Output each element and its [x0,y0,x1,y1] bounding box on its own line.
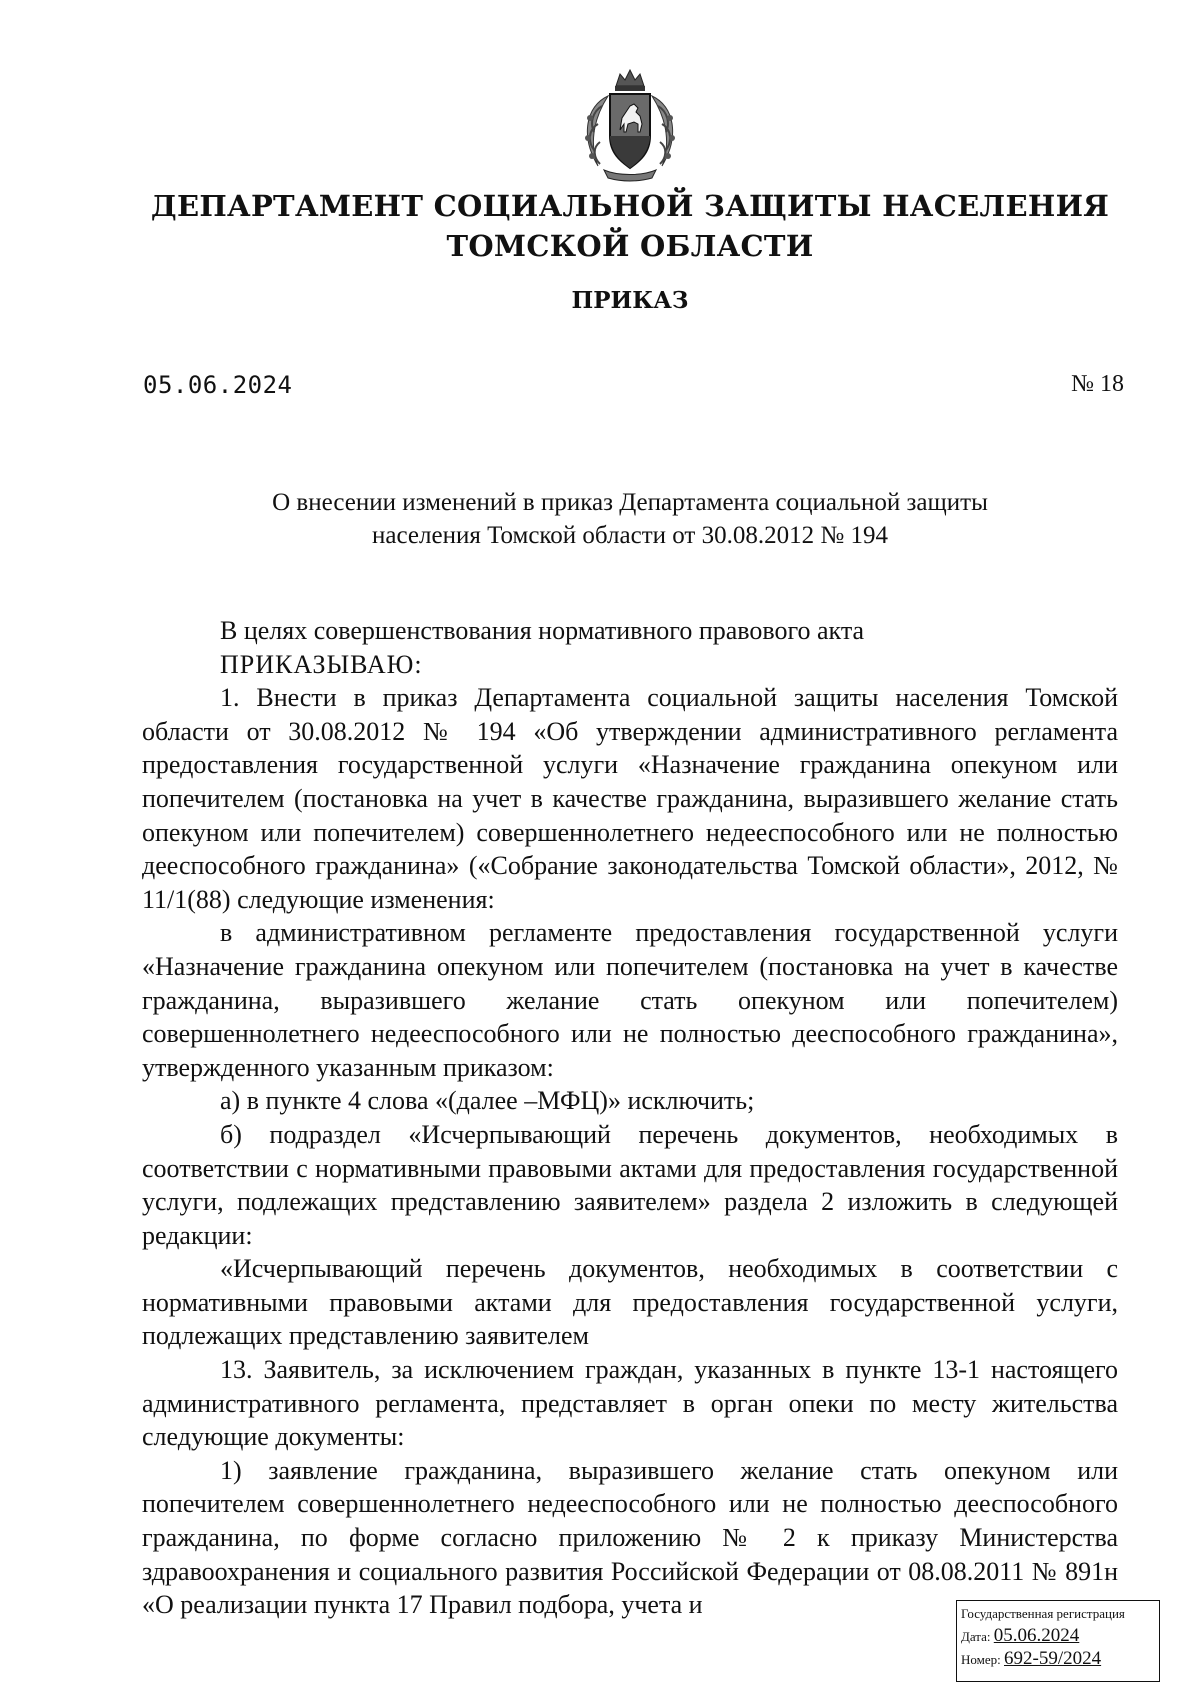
order-body [142,614,1118,1622]
stamp-number-label: Номер: [961,1652,1001,1667]
stamp-number-row [961,1648,1155,1671]
paragraph-7: 1) заявление гражданина, выразившего желание стать опекуном или попечителем совершеннолетнего недееспособного или не полностью дееспособного гражданина, по форме согласно приложению № 2 к приказу Министерства здравоохранения и социального развития Российской Федерации от 08.08.2011 № 891н «О реализации пункта 17 Правил подбора, учета и [142,1455,1118,1620]
order-number: № 18 [1071,371,1124,397]
stamp-title: Государственная регистрация [961,1606,1125,1621]
stamp-date-value: 05.06.2024 [993,1625,1080,1646]
order-directive: ПРИКАЗЫВАЮ: [220,649,423,679]
coat-of-arms-icon [568,66,692,182]
document-type: ПРИКАЗ [571,287,689,314]
department-title-line2: ТОМСКОЙ ОБЛАСТИ [446,229,814,263]
stamp-date-row [961,1625,1155,1648]
paragraph-1: 1. Внести в приказ Департамента социальной защиты населения Томской области от 30.08.2012 № 194 «Об утверждении административного регламента предоставления государственной услуги «Назначение гражданина опекуном или попечителем (постановка на учет в качестве гражданина, выразившего желание стать опекуном или попечителем) совершеннолетнего недееспособного или не полностью дееспособного гражданина» («Собрание законодательства Томской области», 2012, № 11/1(88) следующие изменения: [142,683,1118,914]
paragraph-6: 13. Заявитель, за исключением граждан, указанных в пункте 13-1 настоящего административного регламента, представляет в орган опеки по месту жительства следующие документы: [142,1355,1118,1452]
subject-line2: населения Томской области от 30.08.2012 № 194 [372,522,888,549]
department-title [0,186,1200,266]
paragraph-4: б) подраздел «Исчерпывающий перечень документов, необходимых в соответствии с нормативными правовыми актами для предоставления государственной услуги, подлежащих представлению заявителем» раздела 2 изложить в следующей редакции: [142,1119,1118,1250]
preamble-paragraph: В целях совершенствования нормативного правового акта [220,616,865,645]
order-date: 05.06.2024 [143,371,293,399]
paragraph-3: а) в пункте 4 слова «(далее –МФЦ)» исключить; [220,1086,755,1116]
paragraph-5: «Исчерпывающий перечень документов, необходимых в соответствии с нормативными правовыми актами для предоставления государственной услуги, подлежащих представлению заявителем [142,1254,1118,1351]
subject-line1: О внесении изменений в приказ Департамента социальной защиты [272,489,988,516]
department-title-line1: ДЕПАРТАМЕНТ СОЦИАЛЬНОЙ ЗАЩИТЫ НАСЕЛЕНИЯ [150,189,1110,223]
order-subject [140,486,1120,552]
registration-stamp [956,1600,1160,1682]
stamp-date-label: Дата: [961,1629,991,1644]
paragraph-2: в административном регламенте предоставления государственной услуги «Назначение гражданина опекуном или попечителем (постановка на учет в качестве гражданина, выразившего желание стать опекуном или попечителем) совершеннолетнего недееспособного или не полностью дееспособного гражданина», утвержденного указанным приказом: [142,918,1118,1082]
stamp-number-value: 692-59/2024 [1004,1648,1102,1669]
